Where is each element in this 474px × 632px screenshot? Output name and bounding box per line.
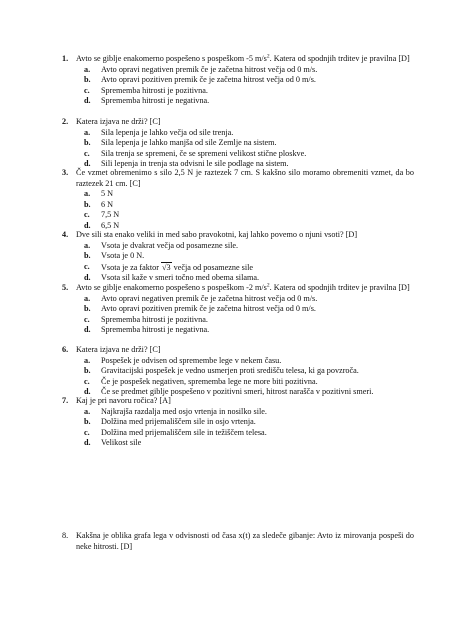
question-text: Kakšna je oblika grafa lega v odvisnosti od časa x(t) za sledeče gibanje: Avto iz mirovanja pospeši do neke hitrosti. [D] bbox=[76, 531, 414, 551]
question-number: 3. bbox=[62, 168, 69, 177]
option-c: c. 7,5 N bbox=[84, 210, 120, 220]
question-number: 4. bbox=[62, 230, 69, 239]
question-number: 5. bbox=[62, 283, 69, 292]
question-number: 1. bbox=[62, 54, 69, 63]
question-number: 7. bbox=[62, 396, 69, 405]
option-list bbox=[84, 356, 414, 398]
option-d: d. 6,5 N bbox=[84, 220, 120, 230]
question-7 bbox=[62, 396, 414, 449]
option-b: b. Avto opravi pozitiven premik če je začetna hitrost večja od 0 m/s. bbox=[84, 75, 316, 85]
option-a: a. Avto opravi negativen premik če je začetna hitrost večja od 0 m/s. bbox=[84, 293, 318, 303]
option-list bbox=[84, 65, 414, 107]
question-number: 6. bbox=[62, 345, 69, 354]
option-b: b. Sila lepenja je lahko manjša od sile Zemlje na sistem. bbox=[84, 138, 277, 148]
option-d: d. Če se predmet giblje pospešeno v pozitivni smeri, hitrost narašča v pozitivni smeri. bbox=[84, 387, 374, 397]
question-3 bbox=[62, 168, 414, 232]
option-list bbox=[84, 241, 414, 284]
option-c: c. Če je pospešek negativen, sprememba lege ne more biti pozitivna. bbox=[84, 376, 318, 386]
option-a: a. Vsota je dvakrat večja od posamezne sile. bbox=[84, 240, 239, 250]
question-8 bbox=[62, 531, 414, 552]
option-c-text: Vsota je za faktor √3 večja od posamezne sile bbox=[101, 262, 253, 272]
question-text: Katera izjava ne drži? [C] bbox=[76, 117, 161, 126]
option-b: b. Vsota je 0 N. bbox=[84, 251, 145, 261]
option-c: c. Vsota je za faktor √3 večja od posamezne sile bbox=[84, 261, 253, 272]
option-list bbox=[84, 128, 414, 170]
option-d: d. Vsota sil kaže v smeri točno med obema silama. bbox=[84, 273, 260, 283]
option-c: c. Dolžina med prijemališčem sile in težiščem telesa. bbox=[84, 427, 267, 437]
option-a: a. Pospešek je odvisen od spremembe lege v nekem času. bbox=[84, 355, 282, 365]
option-b: b. 6 N bbox=[84, 199, 114, 209]
option-c: c. Sprememba hitrosti je pozitivna. bbox=[84, 314, 208, 324]
question-text: Če vzmet obremenimo s silo 2,5 N je raztezek 7 cm. S kakšno silo moramo obremeniti vzmet, da bo raztezek 21 cm. [C] bbox=[76, 168, 414, 188]
option-a: a. Najkrajša razdalja med osjo vrtenja in nosilko sile. bbox=[84, 406, 267, 416]
question-text: Dve sili sta enako veliki in med sabo pravokotni, kaj lahko povemo o njuni vsoti? [D] bbox=[76, 230, 358, 239]
option-a: a. Avto opravi negativen premik če je začetna hitrost večja od 0 m/s. bbox=[84, 64, 318, 74]
option-b: b. Dolžina med prijemališčem sile in osjo vrtenja. bbox=[84, 417, 256, 427]
option-d: d. Sprememba hitrosti je negativna. bbox=[84, 325, 210, 335]
question-5 bbox=[62, 283, 414, 336]
question-6 bbox=[62, 345, 414, 398]
option-list bbox=[84, 294, 414, 336]
option-c: c. Sprememba hitrosti je pozitivna. bbox=[84, 85, 208, 95]
question-number: 8. bbox=[62, 531, 69, 540]
question-1 bbox=[62, 54, 414, 107]
option-list bbox=[84, 189, 414, 231]
option-d: d. Velikost sile bbox=[84, 438, 142, 448]
question-number: 2. bbox=[62, 117, 69, 126]
question-text: Katera izjava ne drži? [C] bbox=[76, 345, 161, 354]
option-c: c. Sila trenja se spremeni, če se spremeni velikost stične ploskve. bbox=[84, 148, 307, 158]
question-text: Kaj je pri navoru ročica? [A] bbox=[76, 396, 171, 405]
option-b: b. Gravitacijski pospešek je vedno usmerjen proti središču telesa, ki ga povzroča. bbox=[84, 366, 359, 376]
option-a: a. Sila lepenja je lahko večja od sile trenja. bbox=[84, 127, 234, 137]
question-text: Avto se giblje enakomerno pospešeno s pospeškom -5 $m/s^2$. Katera od spodnjih trditev je pravilna [D] bbox=[76, 53, 410, 63]
option-d: d. Sprememba hitrosti je negativna. bbox=[84, 96, 210, 106]
question-2 bbox=[62, 117, 414, 170]
option-b: b. Avto opravi pozitiven premik če je začetna hitrost večja od 0 m/s. bbox=[84, 304, 316, 314]
question-text: Avto se giblje enakomerno pospešeno s pospeškom -2 $m/s^2$. Katera od spodnjih trditev je pravilna [D] bbox=[76, 282, 410, 292]
option-d: d. Sili lepenja in trenja sta odvisni le sile podlage na sistem. bbox=[84, 159, 289, 169]
question-4 bbox=[62, 230, 414, 284]
option-list bbox=[84, 407, 414, 449]
option-a: a. 5 N bbox=[84, 189, 114, 199]
